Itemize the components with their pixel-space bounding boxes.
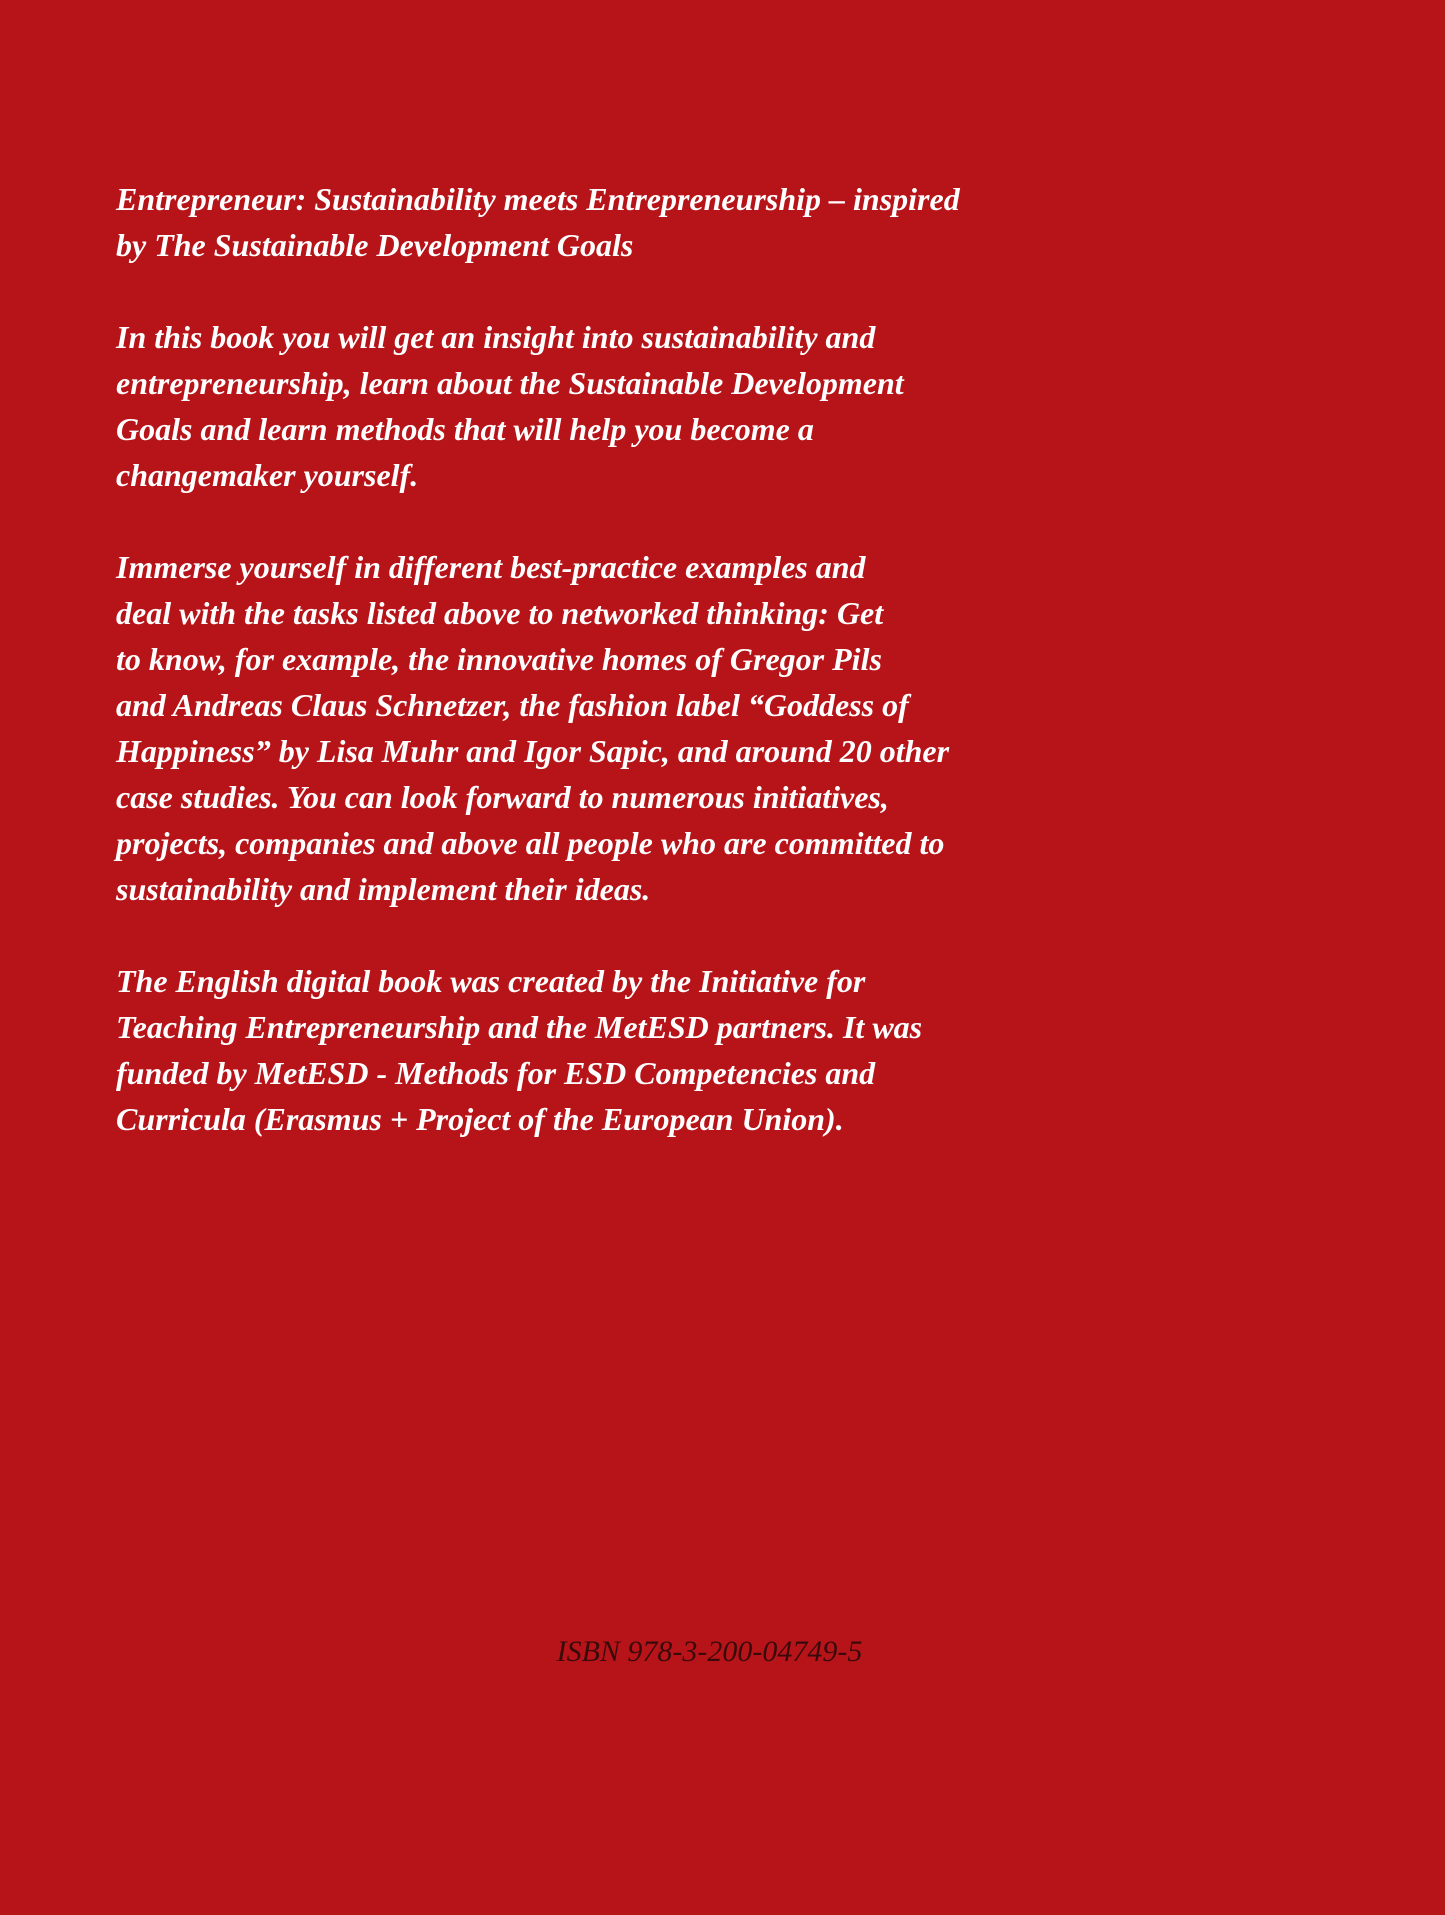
- blurb-text-block: [116, 176, 1076, 1188]
- examples-paragraph: Immerse yourself in different best-practice examples and deal with the tasks listed above to networked thinking: Get to know, for example, the innovative homes of Gregor Pils and Andreas Claus Schnetzer, the fashion label “Goddess of Happiness” by Lisa Muhr and Igor Sapic, and around 20 other case studies. You can look forward to numerous initiatives, projects, companies and above all people who are committed to sustainability and implement their ideas.: [116, 549, 950, 907]
- book-title-paragraph: Entrepreneur: Sustainability meets Entrepreneurship – inspired by The Sustainable Development Goals: [116, 181, 960, 263]
- isbn-number: ISBN 978-3-200-04749-5: [556, 1635, 863, 1668]
- credits-paragraph: The English digital book was created by the Initiative for Teaching Entrepreneurship and the MetESD partners. It was funded by MetESD - Methods for ESD Competencies and Curricula (Erasmus + Project of the European Union).: [116, 963, 923, 1137]
- intro-paragraph: In this book you will get an insight into sustainability and entrepreneurship, learn about the Sustainable Development Goals and learn methods that will help you become a changemaker yourself.: [116, 319, 904, 493]
